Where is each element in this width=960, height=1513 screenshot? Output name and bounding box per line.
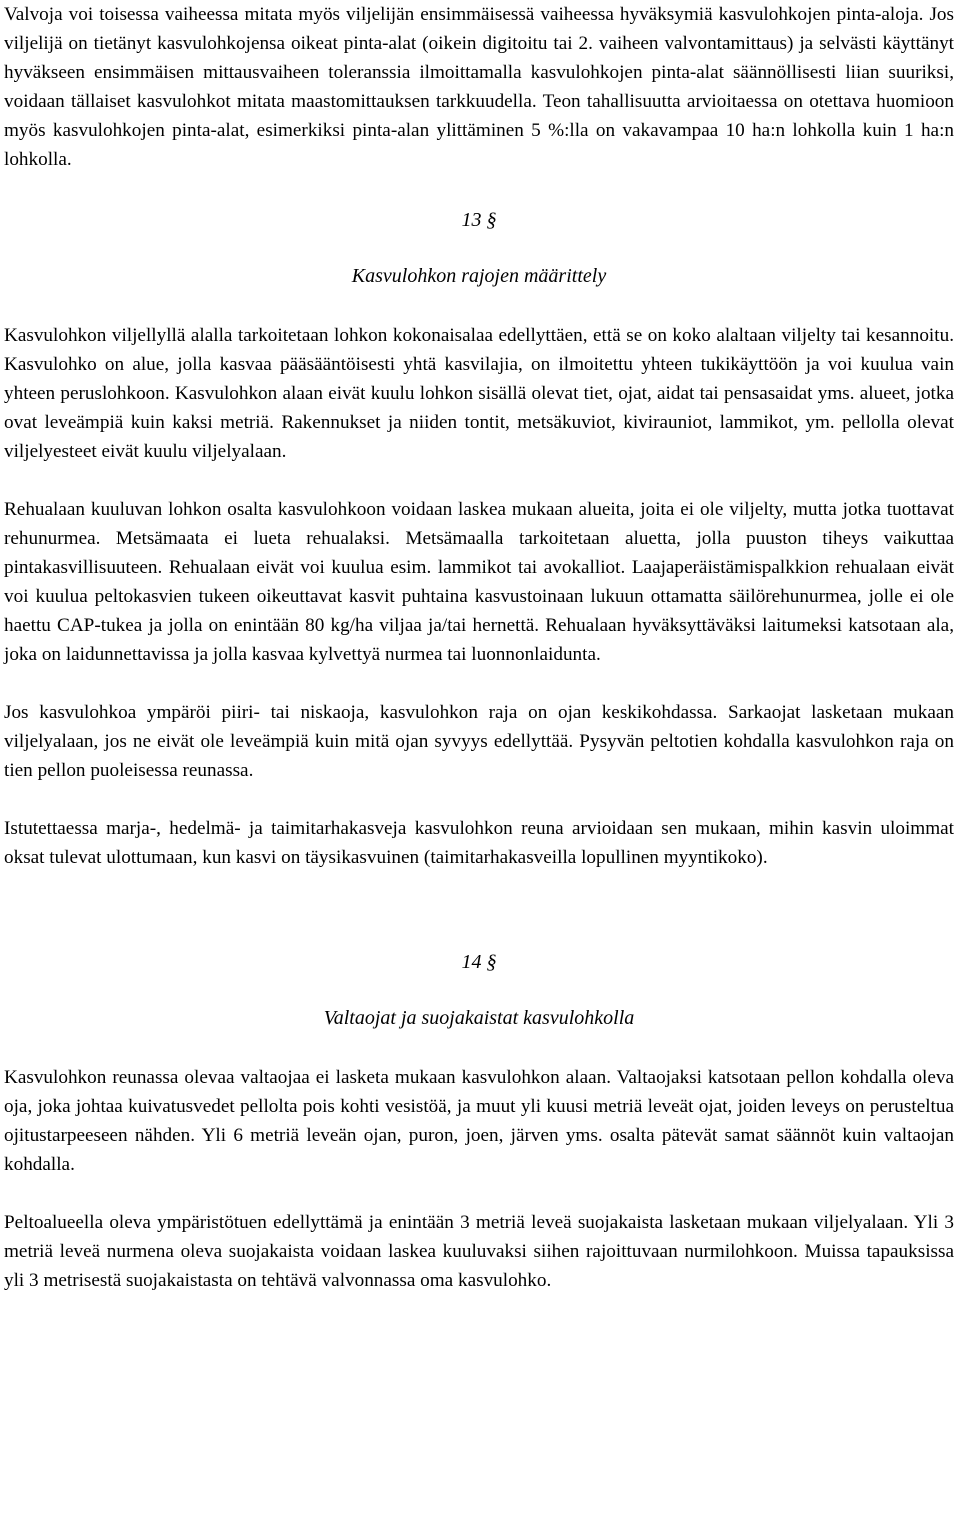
section-14-heading bbox=[4, 948, 954, 1033]
section-number: 13 § bbox=[461, 209, 497, 231]
section-title: Valtaojat ja suojakaistat kasvulohkolla bbox=[323, 1007, 635, 1029]
paragraph-intro: Valvoja voi toisessa vaiheessa mitata myös viljelijän ensimmäisessä vaiheessa hyväksymiä kasvulohkojen pinta-aloja. Jos viljelijä on tietänyt kasvulohkojensa oikeat pinta-alat (oikein digitoitu tai 2. vaiheen valvontamittaus) ja selvästi käyttänyt hyväkseen ensimmäisen mittausvaiheen toleranssia ilmoittamalla kasvulohkojen pinta-alat säännöllisesti liian suuriksi, voidaan tällaiset kasvulohkot mitata maastomittauksen tarkkuudella. Teon tahallisuutta arvioitaessa on otettava huomioon myös kasvulohkojen pinta-alat, esimerkiksi pinta-alan ylittäminen 5 %:lla on vakavampaa 10 ha:n lohkolla kuin 1 ha:n lohkolla. bbox=[4, 4, 954, 170]
paragraph: Peltoalueella oleva ympäristötuen edellyttämä ja enintään 3 metriä leveä suojakaista lasketaan mukaan viljelyalaan. Yli 3 metriä leveä nurmena oleva suojakaista voidaan laskea kuuluvaksi siihen rajoittuvaan nurmilohkoon. Muissa tapauksissa yli 3 metrisestä suojakaistasta on tehtävä valvonnassa oma kasvulohko. bbox=[4, 1212, 954, 1291]
document-page bbox=[4, 0, 954, 1295]
section-13-heading bbox=[4, 206, 954, 291]
paragraph: Kasvulohkon viljellyllä alalla tarkoitetaan lohkon kokonaisalaa edellyttäen, että se on koko alaltaan viljelty tai kesannoitu. Kasvulohko on alue, jolla kasvaa pääsääntöisesti yhtä kasvilajia, on ilmoitettu yhteen tukikäyttöön ja voi kuulua vain yhteen peruslohkoon. Kasvulohkon alaan eivät kuulu lohkon sisällä olevat tiet, ojat, aidat tai pensasaidat yms. alueet, jotka ovat leveämpiä kuin kaksi metriä. Rakennukset ja niiden tontit, metsäkuviot, kivirauniot, lammikot, ym. pellolla olevat viljelyesteet eivät kuulu viljelyalaan. bbox=[4, 325, 954, 462]
paragraph: Rehualaan kuuluvan lohkon osalta kasvulohkoon voidaan laskea mukaan alueita, joita ei ole viljelty, mutta jotka tuottavat rehunurmea. Metsämaata ei lueta rehualaksi. Metsämaalla tarkoitetaan aluetta, jolla puuston tiheys vaikuttaa pintakasvillisuuteen. Rehualaan eivät voi kuulua esim. lammikot tai avokalliot. Laajaperäistämispalkkion rehualaan eivät voi kuulua peltokasvien tukeen oikeuttavat kasvit puhtaina kasvustoinaan lukuun ottamatta säilörehunurmea, jolle ei ole haettu CAP-tukea ja jolla on enintään 80 kg/ha viljaa ja/tai hernettä. Rehualaan hyväksyttäväksi laitumeksi katsotaan ala, joka on laidunnettavissa ja jolla kasvaa kylvettyä nurmea tai luonnonlaidunta. bbox=[4, 499, 954, 665]
section-title: Kasvulohkon rajojen määrittely bbox=[351, 265, 607, 287]
paragraph: Kasvulohkon reunassa olevaa valtaojaa ei lasketa mukaan kasvulohkon alaan. Valtaojaksi katsotaan pellon kohdalla oleva oja, joka johtaa kuivatusvedet pellolta pois kohti vesistöä, ja muut yli kuusi metriä leveät ojat, joiden leveys on perusteltua ojitustarpeeseen nähden. Yli 6 metriä leveän ojan, puron, joen, järven yms. osalta pätevät samat säännöt kuin valtaojan kohdalla. bbox=[4, 1067, 954, 1175]
section-number: 14 § bbox=[461, 951, 497, 973]
paragraph: Istutettaessa marja-, hedelmä- ja taimitarhakasveja kasvulohkon reuna arvioidaan sen mukaan, mihin kasvin uloimmat oksat tulevat ulottumaan, kun kasvi on täysikasvuinen (taimitarhakasveilla lopullinen myyntikoko). bbox=[4, 818, 954, 868]
paragraph: Jos kasvulohkoa ympäröi piiri- tai niskaoja, kasvulohkon raja on ojan keskikohdassa. Sarkaojat lasketaan mukaan viljelyalaan, jos ne eivät ole leveämpiä kuin mitä ojan syvyys edellyttää. Pysyvän peltotien kohdalla kasvulohkon raja on tien pellon puoleisessa reunassa. bbox=[4, 702, 954, 781]
